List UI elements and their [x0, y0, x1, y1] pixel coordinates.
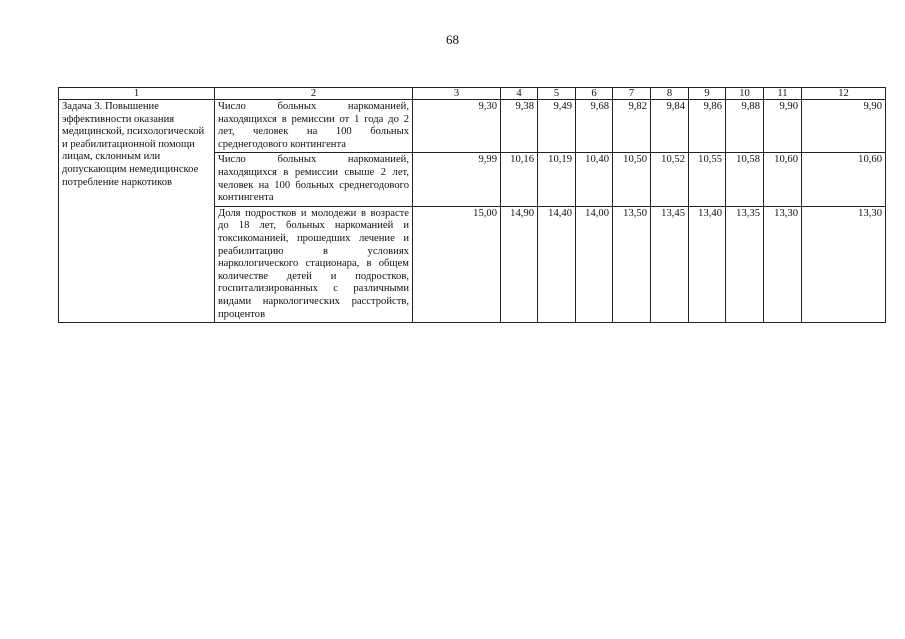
column-header: 12 — [802, 88, 886, 100]
indicator-cell: Число больных наркоманией, находящихся в ремиссии от 1 года до 2 лет, человек на 100 больных среднегодового контингента — [215, 100, 413, 153]
value-cell: 10,40 — [576, 153, 613, 206]
value-cell: 9,88 — [726, 100, 764, 153]
value-cell: 9,90 — [802, 100, 886, 153]
value-cell: 15,00 — [413, 206, 501, 322]
column-header: 11 — [764, 88, 802, 100]
value-cell: 10,55 — [689, 153, 726, 206]
page-number: 68 — [446, 32, 459, 47]
column-header: 7 — [613, 88, 651, 100]
column-header: 4 — [501, 88, 538, 100]
value-cell: 9,99 — [413, 153, 501, 206]
column-header: 5 — [538, 88, 576, 100]
value-cell: 10,19 — [538, 153, 576, 206]
value-cell: 10,50 — [613, 153, 651, 206]
value-cell: 13,35 — [726, 206, 764, 322]
indicator-cell: Число больных наркоманией, находящихся в ремиссии свыше 2 лет, человек на 100 больных среднегодового контингента — [215, 153, 413, 206]
value-cell: 13,30 — [764, 206, 802, 322]
value-cell: 9,86 — [689, 100, 726, 153]
value-cell: 13,30 — [802, 206, 886, 322]
value-cell: 9,49 — [538, 100, 576, 153]
task-cell: Задача 3. Повышение эффективности оказания медицинской, психологической и реабилитационной помощи лицам, склонным или допускающим немедицинское потребление наркотиков — [59, 100, 215, 323]
indicator-cell: Доля подростков и молодежи в возрасте до 18 лет, больных наркоманией и токсикоманией, прошедших лечение и реабилитацию в условиях наркологического стационара, в общем количестве детей и подростков, госпитализированных с различными видами наркологических расстройств, процентов — [215, 206, 413, 322]
value-cell: 9,38 — [501, 100, 538, 153]
value-cell: 10,60 — [764, 153, 802, 206]
value-cell: 10,16 — [501, 153, 538, 206]
column-header: 10 — [726, 88, 764, 100]
header-row — [59, 88, 886, 100]
column-header: 2 — [215, 88, 413, 100]
value-cell: 9,30 — [413, 100, 501, 153]
value-cell: 14,40 — [538, 206, 576, 322]
table-row — [59, 100, 886, 153]
column-header: 8 — [651, 88, 689, 100]
value-cell: 10,60 — [802, 153, 886, 206]
value-cell: 10,58 — [726, 153, 764, 206]
value-cell: 9,90 — [764, 100, 802, 153]
value-cell: 14,90 — [501, 206, 538, 322]
value-cell: 13,40 — [689, 206, 726, 322]
column-header: 6 — [576, 88, 613, 100]
indicators-table — [58, 87, 886, 323]
value-cell: 9,82 — [613, 100, 651, 153]
value-cell: 13,50 — [613, 206, 651, 322]
value-cell: 9,68 — [576, 100, 613, 153]
value-cell: 9,84 — [651, 100, 689, 153]
value-cell: 14,00 — [576, 206, 613, 322]
column-header: 1 — [59, 88, 215, 100]
value-cell: 10,52 — [651, 153, 689, 206]
value-cell: 13,45 — [651, 206, 689, 322]
column-header: 3 — [413, 88, 501, 100]
column-header: 9 — [689, 88, 726, 100]
